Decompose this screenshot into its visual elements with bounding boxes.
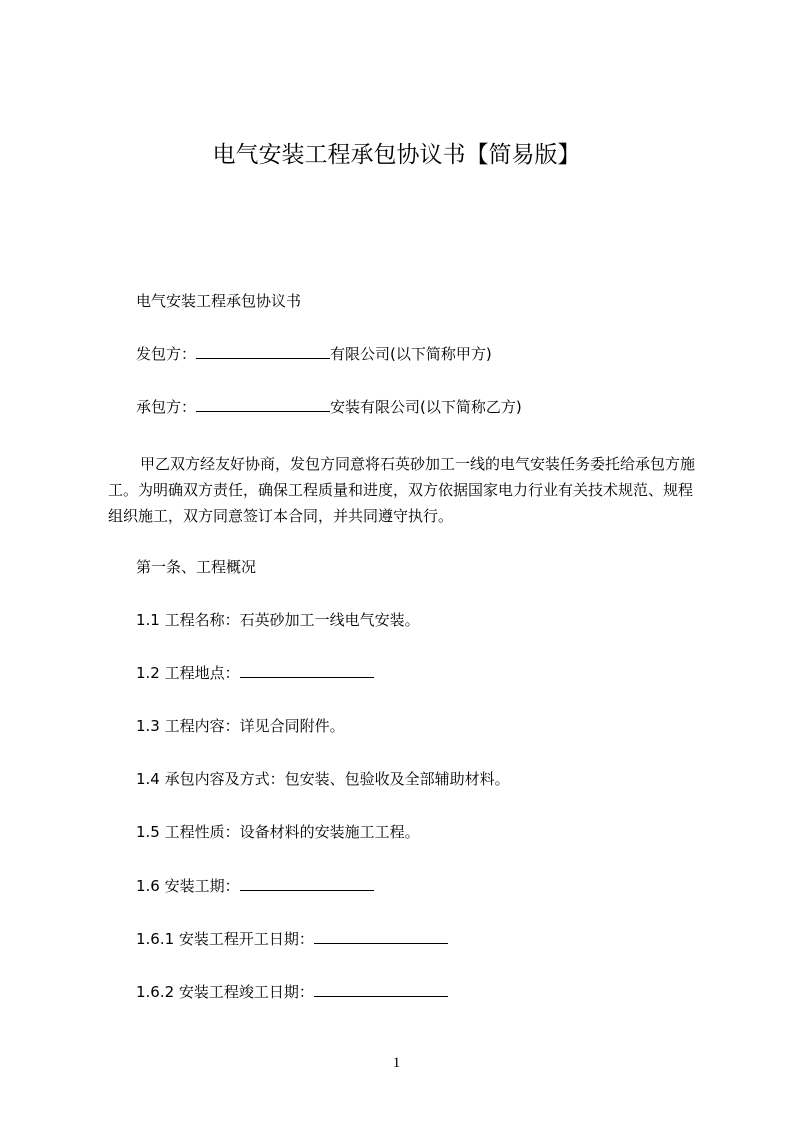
party-b-suffix: 安装有限公司(以下简称乙方) (330, 398, 522, 416)
completion-date-blank[interactable] (314, 982, 448, 997)
party-b-line (136, 397, 522, 417)
project-location-blank[interactable] (240, 663, 374, 678)
party-b-blank[interactable] (196, 397, 330, 412)
item-1-6-1 (136, 929, 448, 949)
start-date-blank[interactable] (314, 929, 448, 944)
install-period-blank[interactable] (240, 876, 374, 891)
item-1-3: 1.3 工程内容：详见合同附件。 (136, 717, 345, 735)
item-1-6-label: 1.6 安装工期： (136, 877, 240, 895)
document-subtitle: 电气安装工程承包协议书 (136, 292, 302, 310)
item-1-6-2-label: 1.6.2 安装工程竣工日期： (136, 983, 314, 1001)
intro-paragraph (108, 451, 696, 529)
item-1-4: 1.4 承包内容及方式：包安装、包验收及全部辅助材料。 (136, 770, 510, 788)
item-1-2-label: 1.2 工程地点： (136, 664, 240, 682)
document-title: 电气安装工程承包协议书【简易版】 (212, 142, 581, 168)
item-1-1: 1.1 工程名称：石英砂加工一线电气安装。 (136, 611, 420, 629)
party-a-label: 发包方： (136, 345, 197, 363)
party-a-line (136, 344, 492, 364)
page-number: 1 (392, 1055, 401, 1071)
item-1-6 (136, 876, 374, 896)
party-a-blank[interactable] (196, 344, 330, 359)
section1-heading: 第一条、工程概况 (136, 558, 257, 576)
item-1-5: 1.5 工程性质：设备材料的安装施工工程。 (136, 823, 420, 841)
item-1-2 (136, 663, 374, 683)
party-a-suffix: 有限公司(以下简称甲方) (330, 345, 492, 363)
intro-text: 甲乙双方经友好协商，发包方同意将石英砂加工一线的电气安装任务委托给承包方施工。为明确双方责任，确保工程质量和进度，双方依据国家电力行业有关技术规范、规程组织施工，双方同意签订本合同，并共同遵守执行。 (108, 455, 696, 525)
item-1-6-1-label: 1.6.1 安装工程开工日期： (136, 930, 314, 948)
item-1-6-2 (136, 982, 448, 1002)
party-b-label: 承包方： (136, 398, 197, 416)
